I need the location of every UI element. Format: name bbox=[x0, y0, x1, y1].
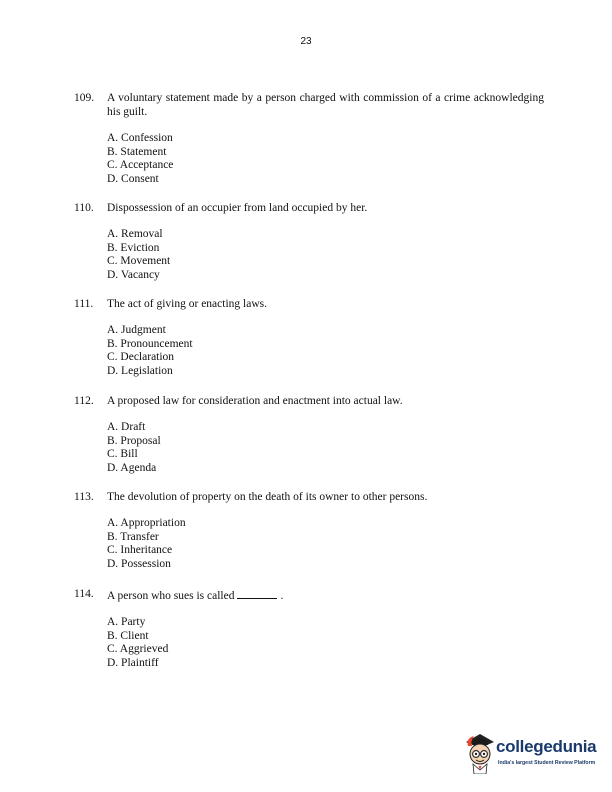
question-number: 110. bbox=[74, 202, 94, 214]
option: A. Removal bbox=[107, 228, 163, 240]
question-number: 113. bbox=[74, 491, 94, 503]
option: C. Declaration bbox=[107, 351, 175, 364]
options-list bbox=[107, 616, 544, 671]
mascot-icon bbox=[462, 730, 498, 774]
option: C. Bill bbox=[107, 448, 138, 461]
options-list bbox=[107, 132, 544, 187]
option: B. Proposal bbox=[107, 434, 161, 447]
option: D. Legislation bbox=[107, 365, 173, 378]
question-text-main: A person who sues is called bbox=[107, 590, 235, 602]
option: B. Client bbox=[107, 629, 149, 642]
question-111 bbox=[74, 297, 544, 379]
option: A. Party bbox=[107, 616, 146, 628]
option: B. Pronouncement bbox=[107, 337, 193, 350]
question-number: 111. bbox=[74, 298, 94, 310]
question-text: A voluntary statement made by a person charged with commission of a crime acknowledging his guilt. bbox=[107, 92, 544, 118]
question-text-end: . bbox=[280, 590, 284, 602]
question-110 bbox=[74, 201, 544, 283]
option: D. Plaintiff bbox=[107, 657, 159, 670]
option: B. Statement bbox=[107, 145, 167, 158]
option: C. Acceptance bbox=[107, 159, 174, 172]
options-list bbox=[107, 421, 544, 476]
option: C. Movement bbox=[107, 255, 171, 268]
logo-wordmark: collegedunia bbox=[496, 737, 597, 756]
question-text: Dispossession of an occupier from land occupied by her. bbox=[107, 202, 368, 214]
question-number: 114. bbox=[74, 588, 94, 600]
question-text: The devolution of property on the death of its owner to other persons. bbox=[107, 491, 428, 503]
question-text bbox=[107, 587, 544, 603]
question-113 bbox=[74, 490, 544, 572]
option: A. Judgment bbox=[107, 324, 166, 336]
question-114 bbox=[74, 587, 544, 671]
question-109 bbox=[74, 91, 544, 187]
question-text: The act of giving or enacting laws. bbox=[107, 298, 267, 310]
question-text: A proposed law for consideration and enactment into actual law. bbox=[107, 395, 403, 407]
answer-blank bbox=[237, 587, 277, 599]
page-number: 23 bbox=[300, 36, 312, 47]
question-number: 112. bbox=[74, 395, 94, 407]
option: C. Aggrieved bbox=[107, 643, 169, 656]
question-112 bbox=[74, 394, 544, 476]
option: D. Possession bbox=[107, 558, 171, 571]
option: B. Eviction bbox=[107, 241, 160, 254]
option: A. Confession bbox=[107, 132, 173, 144]
option: B. Transfer bbox=[107, 530, 159, 543]
option: D. Vacancy bbox=[107, 269, 160, 282]
question-number: 109. bbox=[74, 92, 95, 104]
collegedunia-logo bbox=[462, 730, 607, 774]
option: C. Inheritance bbox=[107, 544, 173, 557]
options-list bbox=[107, 517, 544, 572]
option: A. Draft bbox=[107, 421, 146, 433]
options-list bbox=[107, 324, 544, 379]
options-list bbox=[107, 228, 544, 283]
option: A. Appropriation bbox=[107, 517, 186, 529]
option: D. Consent bbox=[107, 173, 159, 186]
logo-tagline: India's largest Student Review Platform bbox=[498, 760, 596, 766]
option: D. Agenda bbox=[107, 462, 157, 475]
